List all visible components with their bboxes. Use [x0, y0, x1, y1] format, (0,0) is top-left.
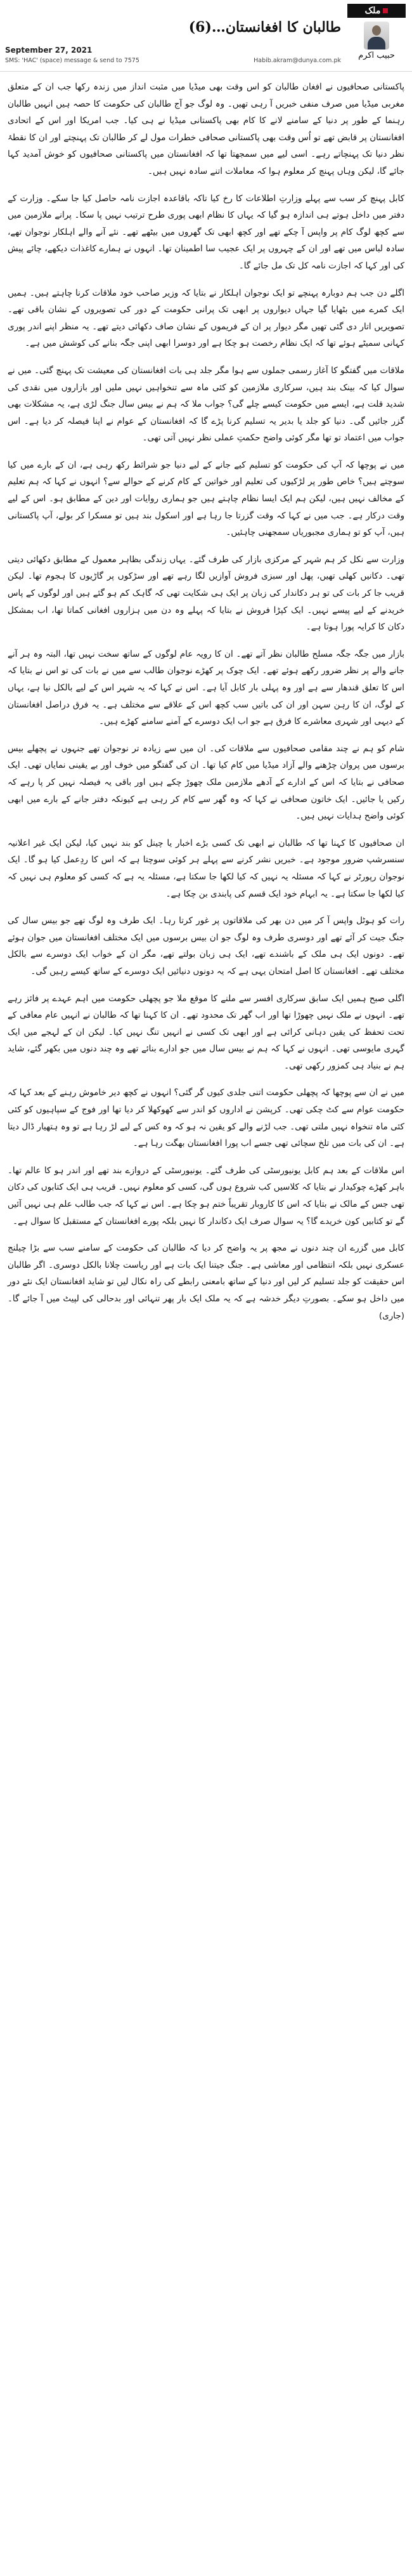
brand-accent-icon	[383, 8, 388, 13]
article-paragraph: رات کو ہوٹل واپس آ کر میں دن بھر کی ملاقاتوں پر غور کرتا رہا۔ ایک طرف وہ لوگ تھے جو بیس سال کی جنگ جیت کر آئے تھے اور دوسری طرف وہ لوگ جو ان بیس برسوں میں ایک مختلف افغانستان میں جوان ہوئے تھے۔ دونوں ایک ہی ملک کے باشندے تھے، ایک ہی زبان بولتے تھے، مگر ان کے خواب ایک دوسرے سے بالکل مختلف تھے۔ افغانستان کا اصل امتحان یہی ہے کہ یہ دونوں دنیائیں ایک دوسرے کے ساتھ کیسے رہیں گی۔	[8, 916, 404, 976]
brand-name: ملک	[364, 6, 381, 16]
article-paragraph: کابل میں گزرے ان چند دنوں نے مجھ پر یہ واضح کر دیا کہ طالبان کی حکومت کے سامنے سب سے بڑا چیلنج عسکری نہیں بلکہ انتظامی اور معاشی ہے۔ جنگ جیتنا ایک بات ہے اور ریاست چلانا بالکل دوسری۔ اگر طالبان اس حقیقت کو جلد تسلیم کر لیں اور دنیا کے ساتھ بامعنی رابطے کی راہ نکال لیں تو شاید افغانستان ایک نئے دور میں داخل ہو سکے۔ بصورتِ دیگر خدشہ ہے کہ یہ ملک ایک بار پھر تنہائی اور بدحالی کی لپیٹ میں آ جائے گا۔ (جاری)	[8, 1243, 404, 1321]
article-paragraph: کابل پہنچ کر سب سے پہلے وزارتِ اطلاعات کا رخ کیا تاکہ باقاعدہ اجازت نامہ حاصل کیا جا سکے۔ وزارت کے دفتر میں داخل ہوتے ہی اندازہ ہو گیا کہ یہاں کا نظام ابھی پوری طرح ترتیب نہیں پا سکا۔ پرانے ملازمین میں سے کچھ لوگ کام پر واپس آ چکے تھے اور کچھ ابھی تک گھروں میں بیٹھے تھے۔ نئے آنے والے اہلکار نوجوان تھے، سادہ لباس میں تھے اور ان کے چہروں پر ایک عجیب سا اطمینان تھا۔ انہوں نے ہمارے کاغذات دیکھے، چائے پیش کی اور کہا کہ اجازت نامہ کل تک مل جائے گا۔	[8, 193, 404, 271]
article-paragraph: میں نے ان سے پوچھا کہ پچھلی حکومت اتنی جلدی کیوں گر گئی؟ انہوں نے کچھ دیر خاموش رہنے کے بعد کہا کہ حکومت عوام سے کٹ چکی تھی۔ کرپشن نے اداروں کو اندر سے کھوکھلا کر دیا تھا اور فوج کے سپاہیوں کو کئی کئی ماہ تنخواہ نہیں ملتی تھی۔ جب لڑنے والے کو یقین نہ ہو کہ وہ کس کے لیے لڑ رہا ہے تو وہ ہتھیار ڈال دیتا ہے۔ ان کی بات میں تلخ سچائی تھی جسے اب پورا افغانستان بھگت رہا ہے۔	[8, 1088, 404, 1149]
article-paragraph: شام کو ہم نے چند مقامی صحافیوں سے ملاقات کی۔ ان میں سے زیادہ تر نوجوان تھے جنہوں نے پچھلے بیس برسوں میں پروان چڑھنے والے آزاد میڈیا میں کام کیا تھا۔ ان کی گفتگو میں خوف اور بے یقینی نمایاں تھی۔ ایک صحافی نے بتایا کہ اس کے ادارے کے آدھے ملازمین ملک چھوڑ چکے ہیں اور باقی یہ فیصلہ نہیں کر پا رہے کہ رکیں یا جائیں۔ ایک خاتون صحافی نے کہا کہ وہ گھر سے کام کر رہی ہے کیونکہ دفتر جانے کے بارے میں ابھی کوئی واضح ہدایات نہیں ہیں۔	[8, 743, 404, 822]
article-paragraph: بازار میں جگہ جگہ مسلح طالبان نظر آتے تھے۔ ان کا رویہ عام لوگوں کے ساتھ سخت نہیں تھا، البتہ وہ ہر آنے جانے والے پر نظر ضرور رکھے ہوئے تھے۔ ایک چوک پر کھڑے نوجوان طالب سے میں نے بات کی تو اس نے بتایا کہ اس کا تعلق قندھار سے ہے اور وہ پہلی بار کابل آیا ہے۔ اس نے کہا کہ یہ شہر اس کے لیے بالکل نیا ہے، یہاں کے لوگ، ان کا رہن سہن اور ان کی باتیں سب کچھ اس کے علاقے سے مختلف ہے۔ یہ فرق دراصل افغانستان کے دیہی اور شہری معاشرے کا فرق ہے جو اب ایک دوسرے کے آمنے سامنے کھڑے ہیں۔	[8, 648, 404, 727]
sms-subscription-line: SMS: 'HAC' (space) message & send to 7575	[5, 57, 139, 64]
article-body	[8, 79, 404, 1334]
column-logo-block	[347, 4, 406, 62]
author-name: حبیب اکرم	[358, 51, 395, 60]
publication-date: September 27, 2021	[5, 46, 93, 55]
author-email[interactable]: Habib.akram@dunya.com.pk	[254, 57, 341, 64]
brand-logo	[347, 4, 406, 18]
column-header	[0, 0, 412, 72]
author-photo	[364, 22, 389, 49]
article-paragraph: اگلی صبح ہمیں ایک سابق سرکاری افسر سے ملنے کا موقع ملا جو پچھلی حکومت میں اہم عہدے پر فائز رہے تھے۔ انہوں نے ملک نہیں چھوڑا تھا اور اب گھر تک محدود تھے۔ ان کا کہنا تھا کہ طالبان نے انہیں عام معافی کے تحت تحفظ کی یقین دہانی کرائی ہے اور ابھی تک کسی نے انہیں تنگ نہیں کیا۔ لیکن ان کے لہجے میں ایک گہری مایوسی تھی۔ انہوں نے کہا کہ ہم نے بیس سال میں جو ادارے بنائے تھے وہ چند دنوں میں بکھر گئے، شاید ہم نے بنیاد ہی کمزور رکھی تھی۔	[8, 993, 404, 1071]
article-paragraph: اس ملاقات کے بعد ہم کابل یونیورسٹی کی طرف گئے۔ یونیورسٹی کے دروازے بند تھے اور اندر ہو کا عالم تھا۔ باہر کھڑے چوکیدار نے بتایا کہ کلاسیں کب شروع ہوں گی، کسی کو معلوم نہیں۔ قریب ہی ایک کتابوں کی دکان تھی جس کے مالک نے بتایا کہ اس کا کاروبار تقریباً ختم ہو چکا ہے۔ اس نے کہا کہ جب طالب علم ہی نہیں آئیں گے تو کتابیں کون خریدے گا؟ یہ سوال صرف ایک دکاندار کا نہیں بلکہ پورے افغانستان کے مستقبل کا سوال ہے۔	[8, 1165, 404, 1226]
article-paragraph: میں نے پوچھا کہ آپ کی حکومت کو تسلیم کیے جانے کے لیے دنیا جو شرائط رکھ رہی ہے، ان کے بارے میں کیا سوچتے ہیں؟ خاص طور پر لڑکیوں کی تعلیم اور خواتین کے کام کرنے کے حوالے سے؟ انہوں نے کہا کہ ہم تعلیم کے مخالف نہیں ہیں، لیکن ہم ایک ایسا نظام چاہتے ہیں جو ہماری روایات اور دین کے مطابق ہو۔ اس کے لیے وقت درکار ہے۔ جب میں نے کہا کہ وقت گزرتا جا رہا ہے اور اسکول بند ہیں تو مسکرا کر بولے، آپ پاکستانی ہیں، آپ کو تو ہماری مجبوریاں سمجھنی چاہئیں۔	[8, 459, 404, 538]
article-paragraph: وزارت سے نکل کر ہم شہر کے مرکزی بازار کی طرف گئے۔ یہاں زندگی بظاہر معمول کے مطابق دکھائی دیتی تھی۔ دکانیں کھلی تھیں، پھل اور سبزی فروش آوازیں لگا رہے تھے اور سڑکوں پر گاڑیوں کا ہجوم تھا۔ لیکن قریب جا کر بات کی تو ہر دکاندار کی زبان پر ایک ہی شکایت تھی کہ گاہک کم ہو گئے ہیں اور لوگوں کے پاس خریدنے کے لیے پیسے نہیں۔ ایک کپڑا فروش نے بتایا کہ پہلے وہ دن میں ہزاروں افغانی کماتا تھا، اب بمشکل دکان کا کرایہ پورا ہوتا ہے۔	[8, 554, 404, 633]
article-paragraph: اگلے دن جب ہم دوبارہ پہنچے تو ایک نوجوان اہلکار نے بتایا کہ وزیر صاحب خود ملاقات کرنا چاہتے ہیں۔ ہمیں ایک کمرے میں بٹھایا گیا جہاں دیواروں پر ابھی تک پرانی حکومت کے دور کی تصویروں کے نشان باقی تھے۔ تصویریں اتار دی گئی تھیں مگر دیوار پر ان کے فریموں کے نشان صاف دکھائی دیتے تھے۔ یہ منظر اپنے اندر پوری کہانی سمیٹے ہوئے تھا کہ ایک نظام رخصت ہو چکا ہے اور دوسرا ابھی اپنی جگہ بنانے کی کوشش میں ہے۔	[8, 287, 404, 349]
article-paragraph: ان صحافیوں کا کہنا تھا کہ طالبان نے ابھی تک کسی بڑے اخبار یا چینل کو بند نہیں کیا، لیکن ایک غیر اعلانیہ سنسرشپ ضرور موجود ہے۔ خبریں نشر کرنے سے پہلے ہر کوئی سوچتا ہے کہ اس کا ردِعمل کیا ہو گا۔ ایک نوجوان رپورٹر نے کہا کہ مسئلہ یہ نہیں کہ کیا لکھا جا سکتا ہے، مسئلہ یہ ہے کہ کسی کو معلوم ہی نہیں کہ کیا لکھا جا سکتا ہے۔ یہ ابہام خود ایک قسم کی پابندی بن چکا ہے۔	[8, 838, 404, 899]
article-paragraph: ملاقات میں گفتگو کا آغاز رسمی جملوں سے ہوا مگر جلد ہی بات افغانستان کی معیشت تک پہنچ گئی۔ میں نے سوال کیا کہ بینک بند ہیں، سرکاری ملازمین کو کئی ماہ سے تنخواہیں نہیں ملیں اور بازاروں میں نقدی کی شدید قلت ہے، ایسے میں حکومت کیسے چلے گی؟ جواب ملا کہ ہم نے بیس سال جنگ لڑی ہے، یہ مشکلات بھی گزر جائیں گی۔ دنیا کو جلد یا بدیر یہ تسلیم کرنا پڑے گا کہ افغانستان کے عوام نے اپنا فیصلہ کر دیا ہے۔ اس جواب میں اعتماد تو تھا مگر کوئی واضح حکمتِ عملی نظر نہیں آتی تھی۔	[8, 365, 404, 444]
article-paragraph: پاکستانی صحافیوں نے افغان طالبان کو اس وقت بھی میڈیا میں مثبت انداز میں زندہ رکھا جب ان کے متعلق مغربی میڈیا میں صرف منفی خبریں آ رہی تھیں۔ وہ لوگ جو آج طالبان کی حکومت کا حصہ ہیں انہیں طالبان رہنما کے طور پر دنیا کے سامنے لانے کا کام بھی پاکستانی میڈیا نے ہی کیا۔ جب امریکا اور اس کے اتحادی افغانستان پر قابض تھے تو اُس وقت بھی پاکستانی صحافی خطرات مول لے کر طالبان تک پہنچتے اور ان کا نقطۂ نظر دنیا تک پہنچاتے رہے۔ اسی لیے میں سمجھتا تھا کہ افغانستان میں پاکستانی صحافیوں کو خوش آمدید کہا جائے گا، لیکن وہاں پہنچ کر معلوم ہوا کہ معاملات اتنے سادہ نہیں ہیں۔	[8, 82, 404, 176]
column-title: طالبان کا افغانستان…(6)	[188, 19, 341, 36]
